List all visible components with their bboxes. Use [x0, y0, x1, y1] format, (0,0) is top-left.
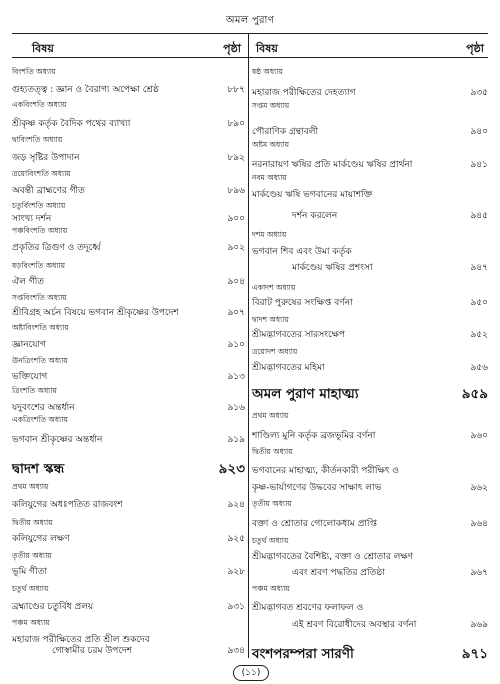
entry-title: সপ্তবিংশতি অধ্যায় — [12, 293, 67, 302]
entry-title: বক্তা ও শ্রোতার গোলোকধাম প্রাপ্তি — [252, 519, 377, 529]
entry-title: অমল পুরাণ মাহাত্ম্য — [252, 386, 359, 402]
entry-title: অষ্টম অধ্যায় — [252, 140, 290, 149]
entry-title: প্রথম অধ্যায় — [12, 482, 49, 491]
entry-page-number: ৯৩৫ — [470, 88, 488, 98]
page-heading: পৃষ্ঠা — [223, 42, 241, 55]
entry-page-number: ৯৬৯ — [470, 620, 488, 630]
entry-title: এই শ্রবণ বিরোধীদের অবস্থার বর্ণনা — [292, 620, 417, 630]
entry-title: পঞ্চম অধ্যায় — [12, 618, 50, 627]
entry-title: দ্বাদশ স্কন্ধ — [12, 461, 65, 477]
entry-page-number: ৯১৩ — [227, 372, 245, 382]
page-number: (১১) — [233, 665, 269, 681]
entry-title: ঊনত্রিংশতি অধ্যায় — [12, 356, 68, 365]
heading-rule — [12, 57, 488, 58]
entry-page-number: ৯২৮ — [227, 567, 245, 577]
entry-title: মার্কণ্ডেয় ঋষি ভগবানের মায়াশক্তি — [252, 190, 373, 200]
entry-title: সাংখ্য দর্শন — [12, 214, 52, 224]
entry-title: বংশপরম্পরা সারণী — [252, 646, 354, 662]
entry-page-number: ৯৬৪ — [470, 519, 488, 529]
entry-title: চতুর্থ অধ্যায় — [12, 584, 49, 593]
entry-title: ভক্তিযোগ — [12, 372, 48, 382]
entry-page-number: ৯৪৭ — [470, 263, 488, 273]
entry-page-number: ৯৬২ — [470, 483, 488, 493]
entry-page-number: ৯১৬ — [227, 403, 245, 413]
subject-heading: বিষয় — [256, 42, 278, 55]
entry-title: এবং শ্রবণ পদ্ধতির প্রতিষ্ঠা — [292, 568, 385, 578]
entry-title: অবন্তী ব্রাহ্মণের গীত — [12, 186, 85, 196]
entry-title: বিংশতি অধ্যায় — [12, 67, 56, 76]
entry-page-number: ৯৩১ — [227, 602, 245, 612]
entry-title: কৃষ্ণ-ভার্যাগণের উদ্ধবের সাক্ষাৎ লাভ — [252, 483, 382, 493]
entry-title: ত্রিংশতি অধ্যায় — [12, 386, 57, 395]
entry-title: ভূমি গীতা — [12, 567, 47, 577]
entry-title: গোস্বামীর চরম উপদেশ — [52, 646, 133, 656]
entry-title: সপ্তম অধ্যায় — [252, 101, 290, 110]
entry-title: শ্রীমদ্ভাগবতের মহিমা — [252, 363, 325, 373]
entry-title: শ্রীমদ্ভাগবত শ্রবণের ফলাফল ও — [252, 603, 364, 613]
entry-title: মহারাজ পরীক্ষিতের দেহত্যাগ — [252, 88, 356, 98]
entry-title: একাদশ অধ্যায় — [252, 283, 296, 292]
entry-page-number: ৮৯০ — [227, 119, 245, 129]
entry-title: যদুবংশের অন্তর্ধান — [12, 403, 75, 413]
entry-title: দ্বাবিংশতি অধ্যায় — [12, 135, 63, 144]
entry-title: ষষ্ঠ অধ্যায় — [252, 67, 283, 76]
entry-title: কলিযুগের লক্ষণ — [12, 534, 70, 544]
entry-page-number: ৯৫০ — [470, 298, 488, 308]
entry-title: পঞ্চবিংশতি অধ্যায় — [12, 226, 68, 235]
entry-page-number: ৯৪০ — [470, 127, 488, 137]
entry-title: জ্ঞানযোগ — [12, 340, 46, 350]
entry-title: মার্কণ্ডেয় ঋষির প্রশংসা — [292, 263, 373, 273]
entry-title: শ্রীকৃষ্ণ কর্তৃক বৈদিক পথের ব্যাখ্যা — [12, 119, 131, 129]
entry-page-number: ৮৯২ — [227, 153, 245, 163]
entry-page-number: ৯৪১ — [470, 160, 488, 170]
entry-title: প্রথম অধ্যায় — [252, 411, 289, 420]
entry-title: শ্রীবিগ্রহ অর্চন বিষয়ে ভগবান শ্রীকৃষ্ণের উপদেশ — [12, 308, 179, 318]
entry-title: শ্রীমদ্ভাগবতের বৈশিষ্ট্য, বক্তা ও শ্রোতার লক্ষণ — [252, 552, 414, 562]
entry-title: বিরাট পুরুষের সংক্ষিপ্ত বর্ণনা — [252, 298, 353, 308]
entry-page-number: ৯২৫ — [227, 534, 245, 544]
column-divider — [248, 33, 249, 658]
entry-title: পৌরাণিক গ্রন্থাবলী — [252, 127, 319, 137]
entry-title: চতুর্থ অধ্যায় — [252, 536, 289, 545]
entry-page-number: ৮৮৭ — [227, 85, 245, 95]
entry-title: একবিংশতি অধ্যায় — [12, 100, 67, 109]
entry-page-number: ৯৬৭ — [470, 568, 488, 578]
page-title: অমল পুরাণ — [225, 15, 275, 26]
entry-title: দ্বাদশ অধ্যায় — [252, 315, 289, 324]
entry-page-number: ৮৯৬ — [227, 186, 245, 196]
entry-page-number: ৯৪৫ — [470, 211, 488, 221]
entry-title: দ্বিতীয় অধ্যায় — [252, 447, 293, 456]
entry-page-number: ৯৬০ — [470, 431, 488, 441]
entry-page-number: ৯২৩ — [218, 461, 245, 477]
entry-title: শাণ্ডিল্য মুনি কর্তৃক ব্রজভূমির বর্ণনা — [252, 431, 376, 441]
entry-page-number: ৯০৪ — [227, 277, 245, 287]
entry-page-number: ৯৫৯ — [461, 386, 488, 402]
entry-title: মহারাজ পরীক্ষিতের প্রতি শ্রীল শুকদেব — [12, 635, 150, 645]
entry-title: ত্রয়োদশ অধ্যায় — [252, 347, 298, 356]
entry-page-number: ৯৭১ — [461, 646, 488, 662]
entry-title: দ্বিতীয় অধ্যায় — [12, 518, 53, 527]
entry-page-number: ৯৫২ — [470, 330, 488, 340]
entry-page-number: ৯১৯ — [227, 435, 245, 445]
top-rule — [12, 33, 488, 34]
entry-title: কলিযুগের অধঃপতিত রাজবংশ — [12, 500, 123, 510]
entry-title: ভগবান শিব এবং উমা কর্তৃক — [252, 247, 352, 257]
entry-title: চতুর্বিংশতি অধ্যায় — [12, 201, 66, 210]
entry-title: নরনারায়ণ ঋষির প্রতি মার্কণ্ডেয় ঋষির প্রার্থনা — [252, 160, 413, 170]
subject-heading: বিষয় — [32, 42, 54, 55]
entry-page-number: ৯০৭ — [227, 308, 245, 318]
entry-title: প্রকৃতির ত্রিগুণ ও তদূর্ধ্বে — [12, 243, 101, 253]
entry-page-number: ৯১০ — [227, 340, 245, 350]
entry-title: ঐল গীত — [12, 277, 45, 287]
entry-page-number: ৯০২ — [227, 243, 245, 253]
entry-title: পঞ্চম অধ্যায় — [252, 584, 290, 593]
entry-title: একত্রিংশতি অধ্যায় — [12, 415, 68, 424]
entry-page-number: ৯০০ — [227, 214, 245, 224]
entry-title: গুহ্যতত্ত্ব : জ্ঞান ও বৈরাগ্য অপেক্ষা শ্রেষ্ঠ — [12, 85, 159, 95]
entry-title: নবম অধ্যায় — [252, 173, 287, 182]
entry-title: দশম অধ্যায় — [252, 230, 287, 239]
entry-page-number: ৯৫৬ — [470, 363, 488, 373]
entry-title: জড় সৃষ্টির উপাদান — [12, 153, 80, 163]
page-heading: পৃষ্ঠা — [466, 42, 484, 55]
entry-page-number: ৯২৪ — [227, 500, 245, 510]
entry-title: ত্রয়োবিংশতি অধ্যায় — [12, 169, 71, 178]
entry-title: তৃতীয় অধ্যায় — [12, 551, 52, 560]
entry-title: ভগবানের মাহাত্ম্য, কীর্তনকারী পরীক্ষিৎ ও — [252, 466, 400, 476]
entry-page-number: ৯৩৪ — [227, 646, 245, 656]
entry-title: ব্রহ্মাণ্ডের চতুর্বিধ প্রলয় — [12, 602, 94, 612]
entry-title: ষড়বিংশতি অধ্যায় — [12, 261, 66, 270]
entry-title: শ্রীমদ্ভাগবতের সারসংক্ষেপ — [252, 330, 346, 340]
entry-title: তৃতীয় অধ্যায় — [252, 499, 292, 508]
entry-title: অষ্টাবিংশতি অধ্যায় — [12, 323, 69, 332]
entry-title: ভগবান শ্রীকৃষ্ণের অন্তর্ধান — [12, 435, 103, 445]
entry-title: দর্শন করলেন — [292, 211, 338, 221]
